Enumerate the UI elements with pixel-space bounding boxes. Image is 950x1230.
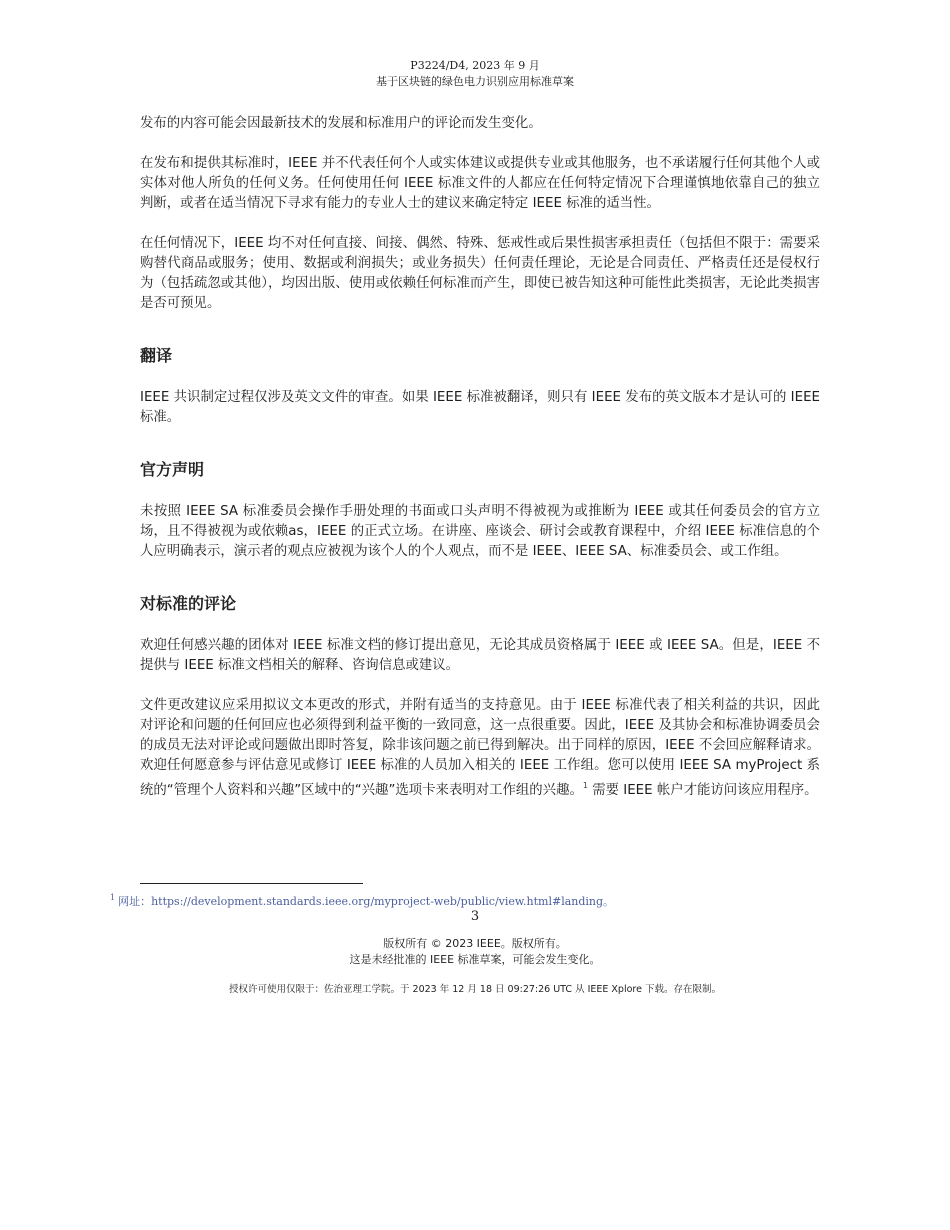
- footnote-url-link[interactable]: https://development.standards.ieee.org/myproject-web/public/view.html#landing。: [151, 895, 615, 908]
- paragraph-publication-changes: 发布的内容可能会因最新技术的发展和标准用户的评论而发生变化。: [140, 116, 542, 131]
- footnote-divider: [140, 883, 363, 884]
- page-number: 3: [470, 909, 480, 924]
- page-footer: [0, 936, 950, 968]
- header-title: 基于区块链的绿色电力识别应用标准草案: [376, 75, 574, 88]
- footnote: [110, 893, 614, 909]
- license-notice: 授权许可使用仅限于：佐治亚理工学院。于 2023 年 12 月 18 日 09:27:26 UTC 从 IEEE Xplore 下载。存在限制。: [229, 984, 721, 995]
- paragraph-translation: IEEE 共识制定过程仅涉及英文文件的审查。如果 IEEE 标准被翻译，则只有 IEEE 发布的英文版本才是认可的 IEEE 标准。: [140, 390, 820, 425]
- footnote-label: 网址：: [118, 895, 152, 908]
- paragraph-liability-disclaimer: 在任何情况下，IEEE 均不对任何直接、间接、偶然、特殊、惩戒性或后果性损害承担责任（包括但不限于：需要采购替代商品或服务；使用、数据或利润损失；或业务损失）任何责任理论，无论是合同责任、严格责任还是侵权行为（包括疏忽或其他），均因出版、使用或依赖任何标准而产生，即使已被告知这种可能性此类损害，无论此类损害是否可预见。: [140, 236, 820, 311]
- footnote-marker: 1: [110, 893, 116, 902]
- main-content: [140, 114, 820, 821]
- change-suggestions-text: 文件更改建议应采用拟议文本更改的形式，并附有适当的支持意见。由于 IEEE 标准代表了相关利益的共识，因此对评论和问题的任何回应也必须得到利益平衡的一致同意，这一点很重要。因此，IEEE 及其协会和标准协调委员会的成员无法对评论或问题做出即时答复，除非该问题之前已得到解决。出于同样的原因，IEEE 不会回应解释请求。欢迎任何愿意参与评估意见或修订 IEEE 标准的人员加入相关的 IEEE 工作组。您可以使用 IEEE SA myProject 系统的“管理个人资料和兴趣”区域中的“兴趣”选项卡来表明对工作组的兴趣。: [140, 698, 820, 798]
- heading-official-statements: 官方声明: [140, 460, 205, 479]
- heading-translation: 翻译: [140, 346, 173, 365]
- running-header: [0, 58, 950, 90]
- draft-notice: 这是未经批准的 IEEE 标准草案，可能会发生变化。: [349, 953, 601, 966]
- footnote-reference[interactable]: 1: [582, 781, 588, 790]
- heading-comments-on-standards: 对标准的评论: [140, 594, 237, 613]
- copyright-notice: 版权所有 © 2023 IEEE。版权所有。: [383, 937, 567, 950]
- paragraph-comments-welcome: 欢迎任何感兴趣的团体对 IEEE 标准文档的修订提出意见，无论其成员资格属于 IEEE 或 IEEE SA。但是，IEEE 不提供与 IEEE 标准文档相关的解释、咨询信息或建议。: [140, 638, 820, 673]
- paragraph-change-suggestions: [140, 696, 820, 801]
- paragraph-no-professional-services: 在发布和提供其标准时，IEEE 并不代表任何个人或实体建议或提供专业或其他服务，也不承诺履行任何其他个人或实体对他人所负的任何义务。任何使用任何 IEEE 标准文件的人都应在任何特定情况下合理谨慎地依靠自己的独立判断，或者在适当情况下寻求有能力的专业人士的建议来确定特定 IEEE 标准的适当性。: [140, 156, 820, 211]
- paragraph-official-statements: 未按照 IEEE SA 标准委员会操作手册处理的书面或口头声明不得被视为或推断为 IEEE 或其任何委员会的官方立场，且不得被视为或依赖as，IEEE 的正式立场。在讲座、座谈会、研讨会或教育课程中，介绍 IEEE 标准信息的个人应明确表示，演示者的观点应被视为该个人的个人观点，而不是 IEEE、IEEE SA、标准委员会、或工作组。: [140, 504, 820, 559]
- account-required-text: 需要 IEEE 帐户才能访问该应用程序。: [587, 783, 818, 798]
- header-draft-id: P3224/D4, 2023 年 9 月: [410, 59, 540, 72]
